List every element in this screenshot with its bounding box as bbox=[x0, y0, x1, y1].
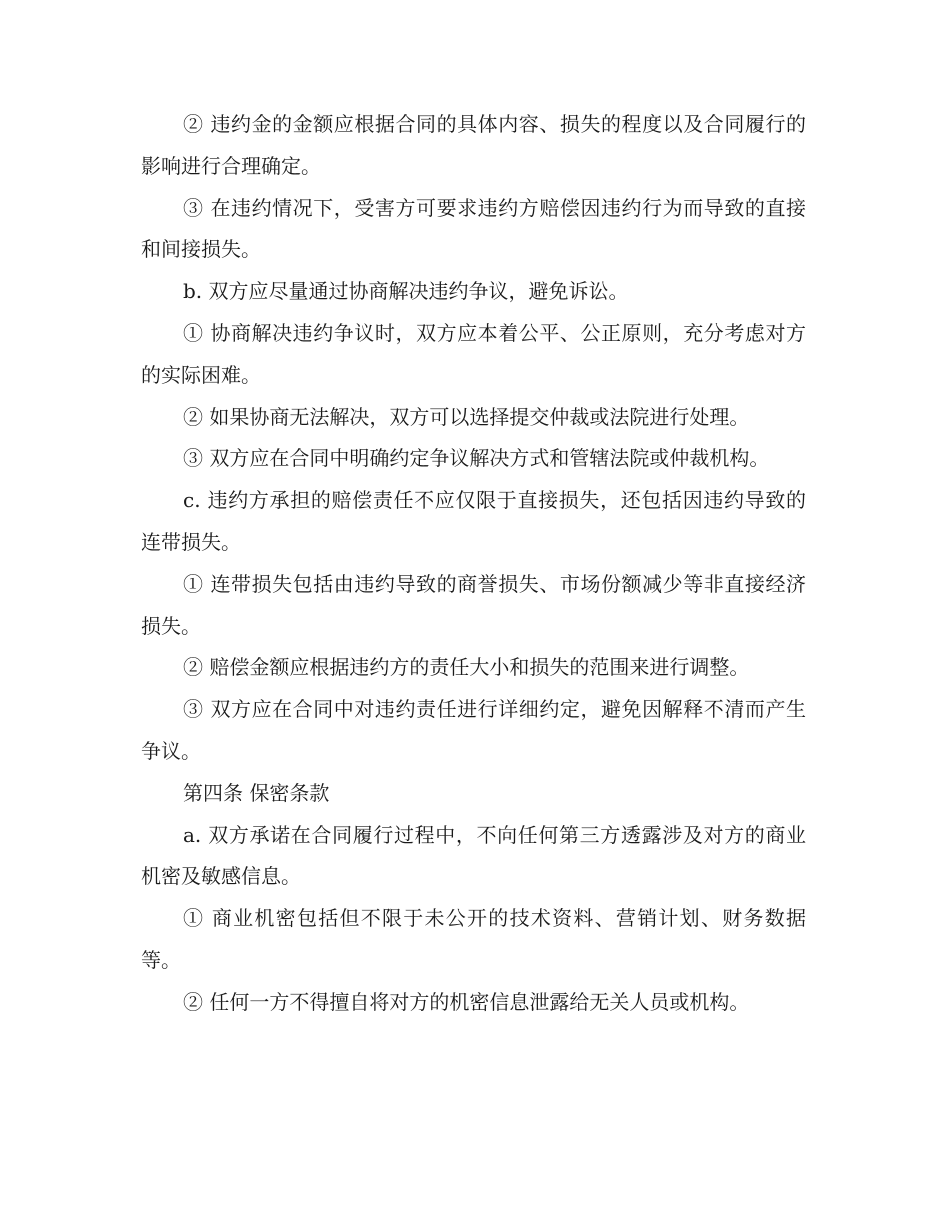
paragraph-clause-c-joint-losses: c. 违约方承担的赔偿责任不应仅限于直接损失，还包括因违约导致的连带损失。 bbox=[141, 488, 806, 554]
paragraph-liquidated-damages-amount: ② 违约金的金额应根据合同的具体内容、损失的程度以及合同履行的影响进行合理确定。 bbox=[141, 112, 806, 178]
paragraph-detailed-agreement: ③ 双方应在合同中对违约责任进行详细约定，避免因解释不清而产生争议。 bbox=[141, 697, 806, 763]
paragraph-dispute-resolution-method: ③ 双方应在合同中明确约定争议解决方式和管辖法院或仲裁机构。 bbox=[183, 446, 770, 471]
paragraph-negotiation-principles: ① 协商解决违约争议时，双方应本着公平、公正原则，充分考虑对方的实际困难。 bbox=[141, 320, 806, 387]
paragraph-damages-compensation: ③ 在违约情况下，受害方可要求违约方赔偿因违约行为而导致的直接和间接损失。 bbox=[141, 195, 806, 262]
paragraph-compensation-adjustment: ② 赔偿金额应根据违约方的责任大小和损失的范围来进行调整。 bbox=[183, 655, 750, 680]
section-heading-confidentiality: 第四条 保密条款 bbox=[183, 780, 330, 805]
paragraph-clause-a-confidentiality: a. 双方承诺在合同履行过程中，不向任何第三方透露涉及对方的商业机密及敏感信息。 bbox=[141, 822, 806, 889]
document-body bbox=[141, 104, 806, 1024]
paragraph-joint-losses-definition: ① 连带损失包括由违约导致的商誉损失、市场份额减少等非直接经济损失。 bbox=[141, 571, 806, 638]
paragraph-clause-b-negotiation: b. 双方应尽量通过协商解决违约争议，避免诉讼。 bbox=[183, 279, 629, 304]
paragraph-no-unauthorized-disclosure: ② 任何一方不得擅自将对方的机密信息泄露给无关人员或机构。 bbox=[183, 989, 750, 1014]
paragraph-arbitration-or-court: ② 如果协商无法解决，双方可以选择提交仲裁或法院进行处理。 bbox=[183, 404, 750, 429]
paragraph-trade-secrets-scope: ① 商业机密包括但不限于未公开的技术资料、营销计划、财务数据等。 bbox=[141, 906, 806, 972]
